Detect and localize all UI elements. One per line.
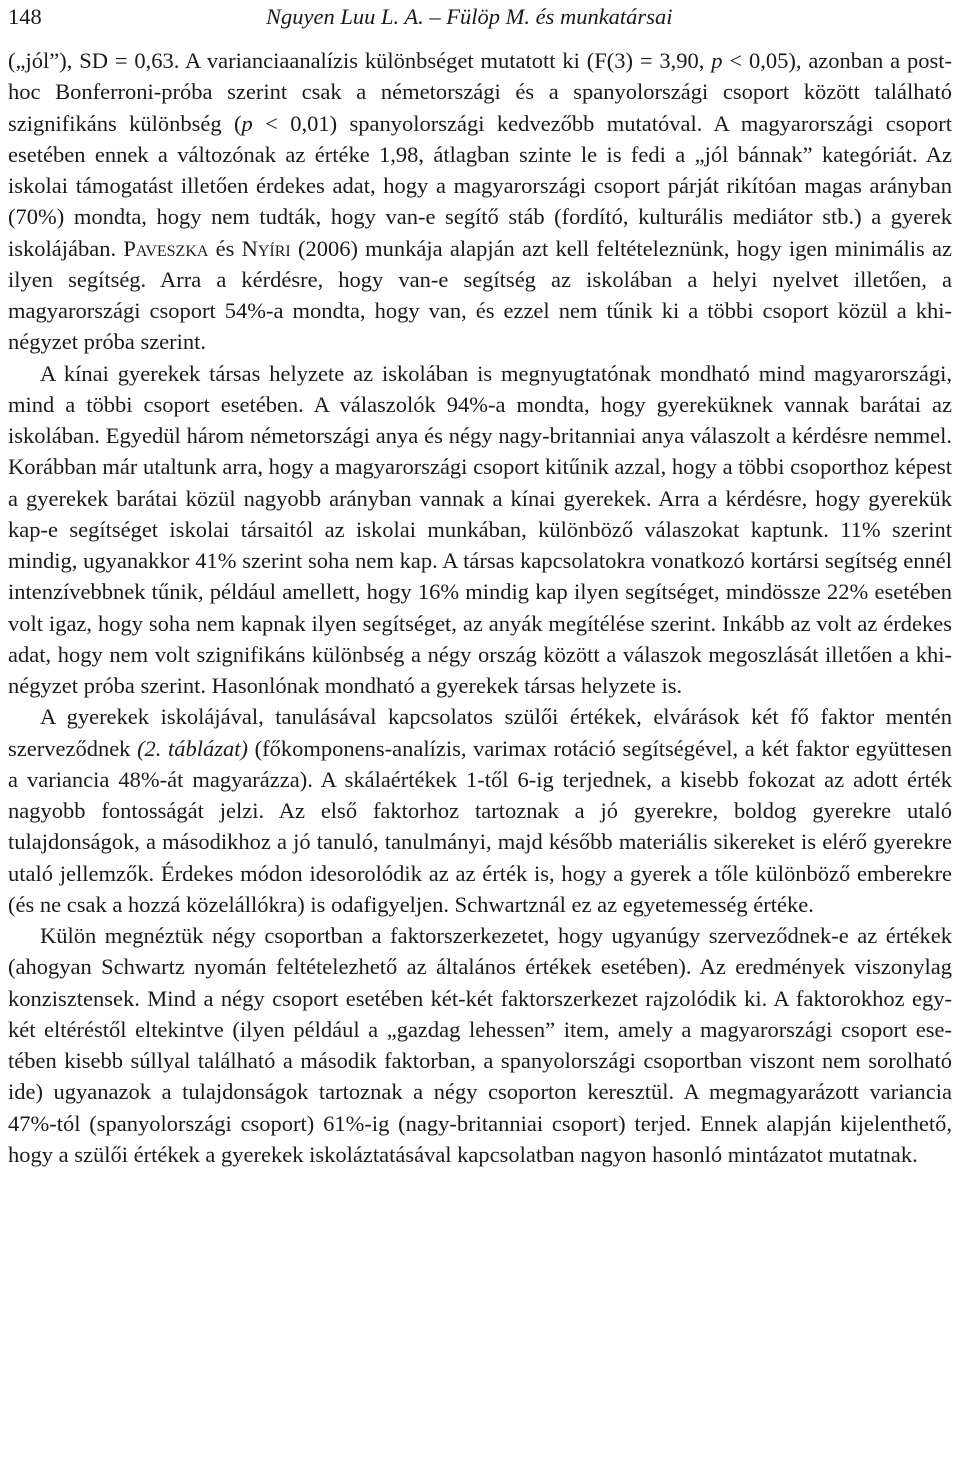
body-text xyxy=(8,45,952,1170)
paragraph-4: Külön megnéztük négy csoportban a faktorszerkezetet, hogy ugyanúgy szerveződnek-e az értékek (ahogyan Schwartz nyomán feltételezhető az általános értékek esetében). Az eredmények viszonylag konzisztensek. Mind a négy csoport esetében két-két faktorszerkezet rajzolódik ki. A faktorokhoz egy-két eltéréstől eltekintve (ilyen például a „gazdag lehessen” item, amely a magyarországi csoport esetében kisebb súllyal található a második faktorban, a spanyolországi csoportban viszont nem sorolható ide) ugyanazok a tulajdonságok tartoznak a négy csoporton keresztül. A megmagyarázott variancia 47%-tól (spanyolországi csoport) 61%-ig (nagy-britanniai csoport) terjed. Ennek alapján kijelenthető, hogy a szülői értékek a gyerekek iskoláztatásával kapcsolatban nagyon hasonló mintázatot mutatnak. xyxy=(8,923,952,1167)
p3-text-b: (főkomponens-analízis, varimax rotáció segítségével, a két faktor együttesen a variancia 48%-át magyarázza). A skálaértékek 1-től 6-ig terjednek, a kisebb fokozat az adott érték nagyobb fontosságát jelzi. Az első faktorhoz tartoznak a jó gyerekre, boldog gyerekre utaló tulajdonságok, a másodikhoz a jó tanuló, tanulmányi, majd később materiális sikereket is elérő gyerekre utaló jellemzők. Érdekes módon idesorolódik az az érték is, hogy a gyerek a tőle különböző emberekre (és ne csak a hozzá közelállókra) is odafigyeljen. Schwartznál ez az egyetemesség értéke. xyxy=(8,735,953,917)
paragraph-1 xyxy=(8,45,952,358)
paragraph-3 xyxy=(8,701,952,920)
p1-italic-p-1: p xyxy=(711,48,723,73)
table-reference: (2. táblázat) xyxy=(137,735,249,761)
running-header xyxy=(8,0,952,42)
p1-text-b: < 0,05), azonban a post-hoc Bonferroni-próba szerint csak a németországi és a spanyolországi csoport között található szignifikáns különbség ( xyxy=(8,48,952,136)
running-head-authors: Nguyen Luu L. A. – Fülöp M. és munkatársai xyxy=(266,4,673,29)
p3-text-a: A gyerekek iskolájával, tanulásával kapcsolatos szülői értékek, elvárások két fő faktor mentén szerveződnek xyxy=(8,704,952,761)
p1-text-d: és xyxy=(208,235,242,261)
author-name-paveszka: Paveszka xyxy=(123,235,209,261)
p1-italic-p-2: p xyxy=(241,110,253,136)
paragraph-2: A kínai gyerekek társas helyzete az iskolában is megnyugtatónak mondható mind magyarországi, mind a többi csoport esetében. A válaszolók 94%-a mondta, hogy gyereküknek vannak barátai az iskolában. Egyedül három németországi anya és négy nagy-britanniai anya válaszolt a kérdésre nemmel. Korábban már utaltunk arra, hogy a magyarországi csoport kitűnik azzal, hogy a többi csoporthoz képest a gyerekek barátai közül nagyobb arányban vannak a kínai gyerekek. Arra a kérdésre, hogy gyerekük kap-e segítséget iskolai társaitól az iskolai munkában, különböző válaszokat kaptunk. 11% szerint mindig, ugyanakkor 41% szerint soha nem kap. A társas kapcsolatokra vonatkozó kortársi segítség ennél intenzívebbnek tűnik, például amellett, hogy 16% mindig kap ilyen segítséget, mindössze 22% esetében volt igaz, hogy soha nem kapnak ilyen segítséget, az anyák megítélése szerint. Inkább az volt az érdekes adat, hogy nem volt szignifikáns különbség a négy ország között a válaszok megoszlását illetően a khi-négyzet próba szerint. Hasonlónak mondható a gyerekek társas helyzete is. xyxy=(8,360,952,698)
p1-text-e: (2006) munkája alapján azt kell feltételeznünk, hogy igen minimális az ilyen segítség. Arra a kérdésre, hogy van-e segítség az iskolában a helyi nyelvet illetően, a magyarországi csoport 54%-a mondta, hogy van, és ezzel nem tűnik ki a többi csoport közül a khi-négyzet próba szerint. xyxy=(8,235,952,355)
p1-text-a: („jól”), SD = 0,63. A varianciaanalízis különbséget mutatott ki (F(3) = 3,90, xyxy=(8,48,712,73)
author-name-nyiri: Nyíri xyxy=(241,235,291,261)
p1-text-c: < 0,01) spanyolországi kedvezőbb mutatóval. A magyarországi csoport esetében ennek a változónak az értéke 1,98, átlagban szinte le is fedi a „jól bánnak” kategóriát. Az iskolai támogatást illetően érdekes adat, hogy a magyarországi csoport párját rikítóan magas arányban (70%) mondta, hogy nem tudták, hogy van-e segítő stáb (fordító, kulturális mediátor stb.) a gyerek iskolájában. xyxy=(8,110,953,261)
page-number: 148 xyxy=(8,4,42,29)
